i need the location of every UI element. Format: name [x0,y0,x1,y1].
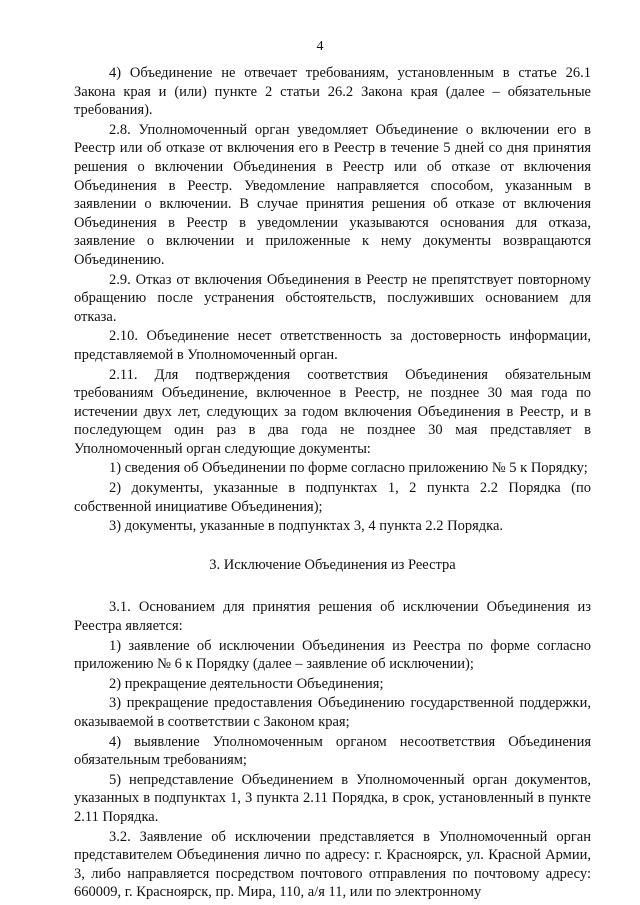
paragraph-2-11-sub-3: 3) документы, указанные в подпунктах 3, 4 пункта 2.2 Порядка. [109,518,504,535]
paragraph-3-1: 3.1. Основанием для принятия решения об исключении Объединения из Реестра является: [74,599,591,635]
paragraph-2-11: 2.11. Для подтверждения соответствия Объединения обязательным требованиям Объединение, включенное в Реестр, не позднее 30 мая года по истечении двух лет, следующих за годом включения Объединения в Реестр, и в последующем один раз в два года не позднее 30 мая представляет в Уполномоченный орган следующие документы: [74,366,591,457]
paragraph-3-1-sub-5: 5) непредставление Объединением в Уполномоченный орган документов, указанных в подпунктах 1, 3 пункта 2.11 Порядка, в срок, установленный в пункте 2.11 Порядка. [74,771,591,825]
paragraph-2-10: 2.10. Объединение несет ответственность за достоверность информации, представляемой в Уполномоченный орган. [74,328,591,363]
paragraph-2-9: 2.9. Отказ от включения Объединения в Реестр не препятствует повторному обращению после устранения обстоятельств, послуживших основанием для отказа. [74,271,591,325]
section-heading: 3. Исключение Объединения из Реестра [209,556,456,573]
paragraph-2-8: 2.8. Уполномоченный орган уведомляет Объединение о включении его в Реестр или об отказе от включения его в Реестр в течение 5 дней со дня принятия решения о включении Объединения в Реестр или об отказе от включения Объединения в Реестр. Уведомление направляется способом, указанным в заявлении о включении. В случае принятия решения об отказе от включения Объединения в Реестр в уведомлении указываются основания для отказа, заявление о включении и приложенные к нему документы возвращаются Объединению. [74,121,591,268]
paragraph-3-2: 3.2. Заявление об исключении представляется в Уполномоченный орган представителем Объединения лично по адресу: г. Красноярск, ул. Красной Армии, 3, либо направляется посредством почтового отправления по почтовому адресу: 660009, г. Красноярск, пр. Мира, 110, а/я 11, или по электронному [74,828,591,901]
paragraph-item-4: 4) Объединение не отвечает требованиям, установленным в статье 26.1 Закона края и (или) пункте 2 статьи 26.2 Закона края (далее – обязательные требования). [74,65,591,119]
document-body [74,64,591,902]
paragraph-3-1-sub-3: 3) прекращение предоставления Объединению государственной поддержки, оказываемой в соответствии с Законом края; [74,695,591,730]
paragraph-3-1-sub-2: 2) прекращение деятельности Объединения; [109,675,384,692]
paragraph-3-1-sub-4: 4) выявление Уполномоченным органом несоответствия Объединения обязательным требованиям; [74,733,591,769]
paragraph-2-11-sub-2: 2) документы, указанные в подпунктах 1, 2 пункта 2.2 Порядка (по собственной инициативе Объединения); [74,480,591,515]
paragraph-2-11-sub-1: 1) сведения об Объединении по форме согласно приложению № 5 к Порядку; [109,460,588,477]
paragraph-3-1-sub-1: 1) заявление об исключении Объединения из Реестра по форме согласно приложению № 6 к Порядку (далее – заявление об исключении); [74,637,591,673]
page-number: 4 [316,39,324,54]
